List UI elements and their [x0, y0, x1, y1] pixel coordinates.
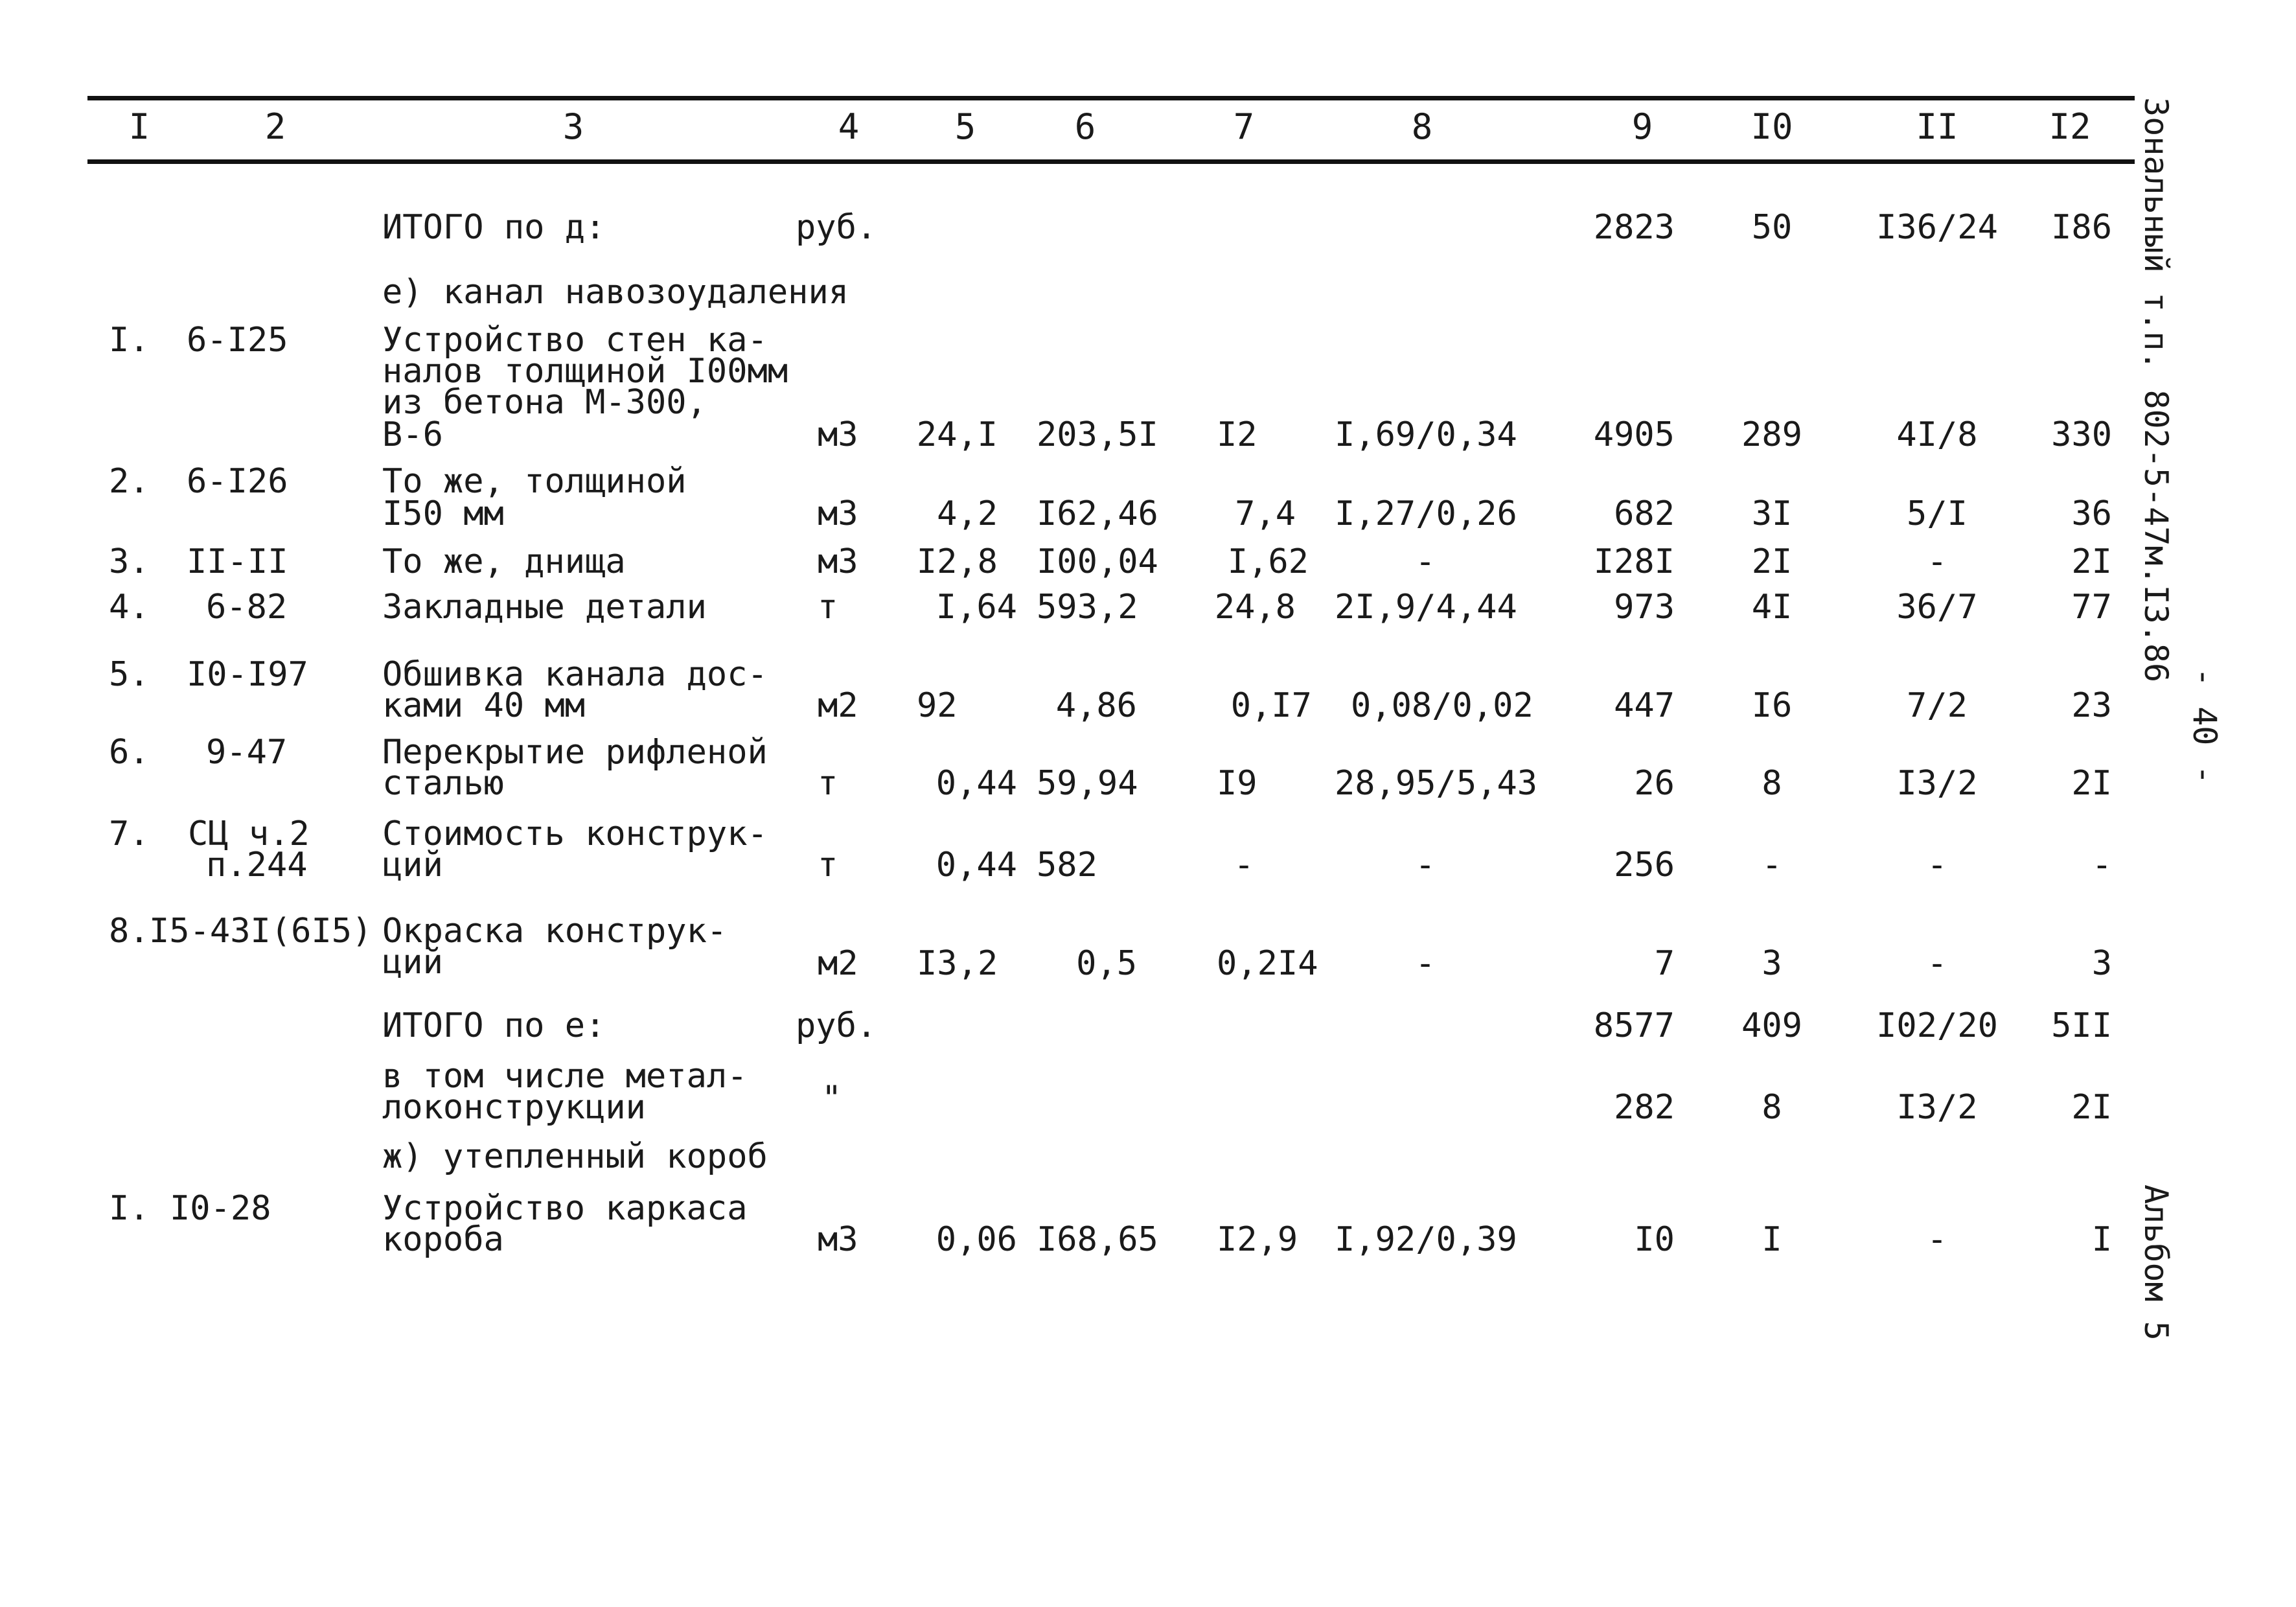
r7-unit: т: [818, 846, 838, 884]
r1-code: 6-I25: [187, 321, 288, 360]
z1-c7: I2,9: [1217, 1220, 1298, 1259]
r5-c10: I6: [1751, 686, 1793, 725]
r8-c7: 0,2I4: [1217, 944, 1318, 983]
r4-c12: 77: [2071, 588, 2112, 627]
r4-c5: I,64: [936, 588, 1017, 627]
r4-c10: 4I: [1751, 588, 1793, 627]
r3-c7: I,62: [1227, 542, 1309, 581]
r7-c6: 582: [1037, 846, 1097, 884]
total-d-label: ИТОГО по д:: [382, 208, 606, 247]
r4-unit: т: [818, 588, 838, 627]
header-rule: [87, 159, 2135, 164]
r5-unit: м2: [818, 686, 858, 725]
r4-code: 6-82: [206, 588, 288, 627]
r3-c11: -: [1927, 542, 1947, 581]
incl-c12: 2I: [2071, 1088, 2112, 1127]
r2-name-2: I50 мм: [382, 494, 504, 533]
r6-c5: 0,44: [936, 764, 1017, 803]
r7-c10: -: [1762, 846, 1782, 884]
total-d-c10: 50: [1751, 208, 1793, 247]
r1-name-4: В-6: [382, 415, 443, 454]
r6-c6: 59,94: [1037, 764, 1138, 803]
r5-c12: 23: [2071, 686, 2112, 725]
r5-name-2: ками 40 мм: [382, 686, 586, 725]
album-label: Альбом 5: [2137, 1185, 2175, 1341]
r3-c5: I2,8: [916, 542, 998, 581]
r3-unit: м3: [818, 542, 858, 581]
r2-unit: м3: [818, 494, 858, 533]
r5-c5: 92: [917, 686, 958, 725]
r8-name-1: Окраска конструк-: [382, 912, 728, 951]
r2-c10: 3I: [1751, 494, 1793, 533]
r2-c5: 4,2: [937, 494, 998, 533]
r1-unit: м3: [818, 415, 858, 454]
col-header-9: 9: [1631, 106, 1653, 147]
incl-name-1: в том числе метал-: [382, 1057, 748, 1096]
r1-c6: 203,5I: [1037, 415, 1158, 454]
z1-num: I.: [109, 1189, 150, 1228]
r4-c7: 24,8: [1214, 588, 1296, 627]
r6-c11: I3/2: [1896, 764, 1978, 803]
col-header-1: I: [128, 106, 150, 147]
r7-c7: -: [1234, 846, 1254, 884]
r2-code: 6-I26: [187, 462, 288, 501]
r2-c7: 7,4: [1235, 494, 1296, 533]
r4-c11: 36/7: [1896, 588, 1978, 627]
z1-c8: I,92/0,39: [1335, 1220, 1517, 1259]
r5-c7: 0,I7: [1230, 686, 1312, 725]
r8-c5: I3,2: [917, 944, 998, 983]
col-header-4: 4: [838, 106, 860, 147]
r7-code-2: п.244: [206, 846, 308, 884]
r6-c7: I9: [1217, 764, 1257, 803]
r2-c12: 36: [2071, 494, 2112, 533]
z1-c12: I: [2091, 1220, 2112, 1259]
r7-c12: -: [2091, 846, 2112, 884]
r1-name-1: Устройство стен ка-: [382, 321, 768, 360]
r2-name-1: То же, толщиной: [382, 462, 687, 501]
col-header-10: I0: [1751, 106, 1793, 147]
col-header-5: 5: [954, 106, 976, 147]
r7-c8: -: [1415, 846, 1436, 884]
incl-name-2: локонструкции: [382, 1088, 646, 1127]
r1-num: I.: [109, 321, 150, 360]
z1-unit: м3: [818, 1220, 858, 1259]
total-e-c12: 5II: [2051, 1006, 2112, 1045]
total-e-label: ИТОГО по е:: [382, 1006, 606, 1045]
r2-c6: I62,46: [1037, 494, 1158, 533]
total-e-c10: 409: [1741, 1006, 1802, 1045]
r6-name-2: сталью: [382, 764, 504, 803]
r5-c6: 4,86: [1055, 686, 1137, 725]
r8-c10: 3: [1762, 944, 1782, 983]
r8-c8: -: [1415, 944, 1436, 983]
r3-c8: -: [1415, 542, 1436, 581]
r2-c11: 5/I: [1907, 494, 1968, 533]
r5-c8: 0,08/0,02: [1351, 686, 1533, 725]
r6-c10: 8: [1762, 764, 1782, 803]
r7-c11: -: [1927, 846, 1947, 884]
r7-num: 7.: [109, 815, 150, 853]
r6-name-1: Перекрытие рифленой: [382, 733, 768, 772]
col-header-8: 8: [1411, 106, 1433, 147]
r6-c9: 26: [1634, 764, 1675, 803]
total-e-unit: руб.: [796, 1006, 877, 1045]
r2-c8: I,27/0,26: [1335, 494, 1517, 533]
total-e-c11: I02/20: [1876, 1006, 1998, 1045]
z1-c9: I0: [1634, 1220, 1675, 1259]
r8-name-2: ций: [382, 943, 443, 982]
r7-name-1: Стоимость конструк-: [382, 815, 768, 853]
r7-code-1: СЦ ч.2: [188, 815, 310, 853]
col-header-6: 6: [1074, 106, 1096, 147]
r1-c10: 289: [1741, 415, 1802, 454]
r1-name-3: из бетона М-300,: [382, 383, 707, 422]
z1-code: I0-28: [170, 1189, 271, 1228]
r8-c9: 7: [1654, 944, 1675, 983]
z1-c6: I68,65: [1037, 1220, 1158, 1259]
col-header-12: I2: [2049, 106, 2091, 147]
r3-c6: I00,04: [1037, 542, 1158, 581]
total-e-c9: 8577: [1593, 1006, 1675, 1045]
total-d-c11: I36/24: [1876, 208, 1998, 247]
r8-c6: 0,5: [1076, 944, 1137, 983]
col-header-3: 3: [562, 106, 584, 147]
r2-c9: 682: [1614, 494, 1675, 533]
r7-c9: 256: [1614, 846, 1675, 884]
project-designation: Зональный т.п. 802-5-47м.I3.86: [2137, 97, 2175, 683]
r6-unit: т: [818, 764, 838, 803]
r1-name-2: налов толщиной I00мм: [382, 352, 788, 391]
r1-c12: 330: [2051, 415, 2112, 454]
r3-code: II-II: [187, 542, 288, 581]
total-d-unit: руб.: [796, 208, 877, 247]
r3-c10: 2I: [1751, 542, 1793, 581]
total-d-c12: I86: [2051, 208, 2112, 247]
incl-c10: 8: [1762, 1088, 1782, 1127]
r7-name-2: ций: [382, 846, 443, 884]
r8-c12: 3: [2091, 944, 2112, 983]
r3-c12: 2I: [2071, 542, 2112, 581]
r1-c11: 4I/8: [1896, 415, 1978, 454]
r5-num: 5.: [109, 655, 150, 694]
col-header-2: 2: [264, 106, 286, 147]
r4-c8: 2I,9/4,44: [1335, 588, 1517, 627]
r5-c11: 7/2: [1907, 686, 1968, 725]
z1-c11: -: [1927, 1220, 1947, 1259]
r8-unit: м2: [818, 944, 858, 983]
col-header-7: 7: [1233, 106, 1255, 147]
r8-num: 8.: [109, 912, 150, 951]
r4-c9: 973: [1614, 588, 1675, 627]
z1-c10: I: [1762, 1220, 1782, 1259]
r6-c12: 2I: [2071, 764, 2112, 803]
r6-num: 6.: [109, 733, 150, 772]
incl-c9: 282: [1614, 1088, 1675, 1127]
z1-name-2: короба: [382, 1220, 504, 1259]
r1-c7: I2: [1217, 415, 1257, 454]
r5-name-1: Обшивка канала дос-: [382, 655, 768, 694]
incl-c11: I3/2: [1896, 1088, 1978, 1127]
r8-c11: -: [1927, 944, 1947, 983]
r3-num: 3.: [109, 542, 150, 581]
r6-c8: 28,95/5,43: [1335, 764, 1538, 803]
z1-name-1: Устройство каркаса: [382, 1189, 748, 1228]
r5-code: I0-I97: [187, 655, 308, 694]
r1-c8: I,69/0,34: [1335, 415, 1517, 454]
top-rule: [87, 96, 2135, 100]
r4-c6: 593,2: [1037, 588, 1138, 627]
r5-c9: 447: [1614, 686, 1675, 725]
r3-name-1: То же, днища: [382, 542, 626, 581]
section-e-heading: е) канал навозоудаления: [382, 273, 849, 312]
r1-c5: 24,I: [916, 415, 998, 454]
page-number: - 40 -: [2186, 667, 2223, 785]
section-zh-heading: ж) утепленный короб: [382, 1137, 768, 1176]
r6-code: 9-47: [206, 733, 288, 772]
r4-num: 4.: [109, 588, 150, 627]
r2-num: 2.: [109, 462, 150, 501]
z1-c5: 0,06: [936, 1220, 1017, 1259]
r7-c5: 0,44: [936, 846, 1017, 884]
incl-unit: ": [821, 1079, 842, 1118]
r4-name-1: Закладные детали: [382, 588, 707, 627]
r8-code: I5-43I(6I5): [149, 912, 373, 951]
r1-c9: 4905: [1593, 415, 1675, 454]
r3-c9: I28I: [1593, 542, 1675, 581]
total-d-c9: 2823: [1593, 208, 1675, 247]
col-header-11: II: [1916, 106, 1958, 147]
